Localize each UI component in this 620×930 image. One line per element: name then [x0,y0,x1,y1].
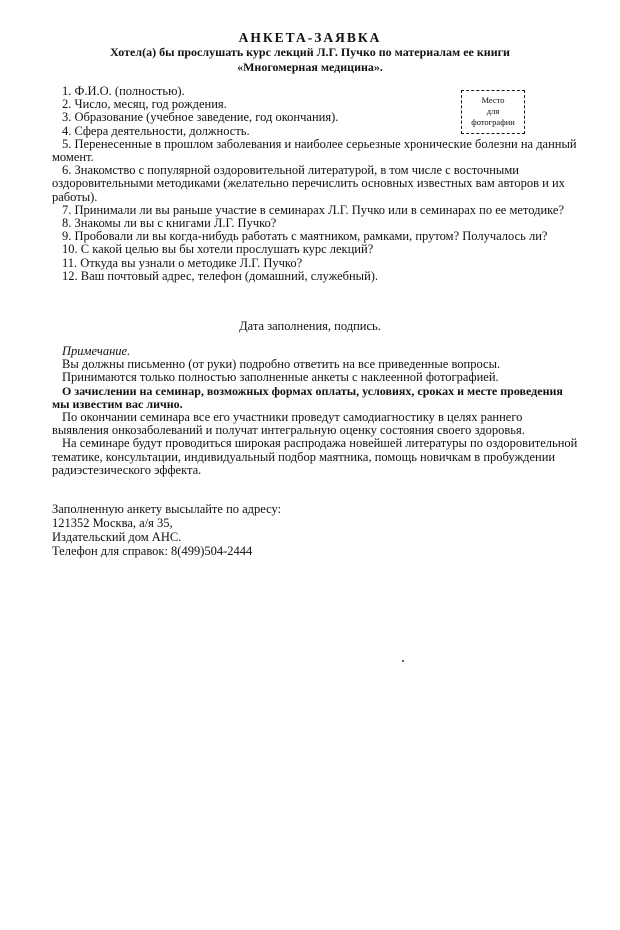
question-item: 4. Сфера деятельности, должность. [62,123,250,138]
question-item: 11. Откуда вы узнали о методике Л.Г. Пучко? [62,255,303,270]
form-title: АНКЕТА-ЗАЯВКА [238,30,382,45]
question-item: 7. Принимали ли вы раньше участие в семинарах Л.Г. Пучко или в семинарах по ее методике? [62,202,565,217]
photo-box-line-2: для [486,106,500,116]
question-item: 8. Знакомы ли вы с книгами Л.Г. Пучко? [62,216,277,231]
address-line: Издательский дом АНС. [52,530,182,544]
date-signature-line: Дата заполнения, подпись. [239,319,381,333]
questions-list [52,85,580,283]
question-item: 6. Знакомство с популярной оздоровительной литературой, в том числе с восточными оздоровительными методиками (желательно перечислить основных известных вам авторов и их работы). [52,163,565,204]
note-paragraph: Вы должны письменно (от руки) подробно ответить на все приведенные вопросы. [62,357,501,372]
note-paragraph: По окончании семинара все его участники проведут самодиагностику в целях раннего выявления онкозаболеваний и получат интегральную оценку состояния своего здоровья. [52,410,525,438]
question-item: 9. Пробовали ли вы когда-нибудь работать с маятником, рамками, прутом? Получалось ли? [62,229,548,244]
note-paragraph: На семинаре будут проводиться широкая распродажа новейшей литературы по оздоровительной тематике, консультации, индивидуальный подбор маятника, помощь новичкам в пробуждении радиэстезического эффекта. [52,436,578,477]
stray-dot [402,660,404,662]
photo-box-line-3: фотографии [471,117,515,127]
question-item: 3. Образование (учебное заведение, год окончания). [62,110,339,125]
phone-line: Телефон для справок: 8(499)504-2444 [52,544,253,558]
subtitle-line-2: «Многомерная медицина». [237,60,383,74]
note-heading: Примечание. [62,344,131,358]
form-subtitle [0,45,620,75]
question-item: 1. Ф.И.О. (полностью). [62,84,185,98]
photo-box-line-1: Место [481,95,505,105]
address-line: 121352 Москва, а/я 35, [52,516,173,530]
question-item: 5. Перенесенные в прошлом заболевания и наиболее серьезные хронические болезни на данный момент. [52,136,577,165]
subtitle-line-1: Хотел(а) бы прослушать курс лекций Л.Г. Пучко по материалам ее книги [110,45,510,59]
note-paragraph-bold: О зачислении на семинар, возможных формах оплаты, условиях, сроках и месте проведения мы известим вас лично. [52,383,563,411]
note-paragraph: Принимаются только полностью заполненные анкеты с наклеенной фотографией. [62,370,499,385]
note-section [52,345,580,477]
question-item: 10. С какой целью вы бы хотели прослушать курс лекций? [62,242,374,257]
question-item: 12. Ваш почтовый адрес, телефон (домашний, служебный). [62,268,379,283]
mailing-address [52,502,452,558]
question-item: 2. Число, месяц, год рождения. [62,97,227,112]
address-line: Заполненную анкету высылайте по адресу: [52,502,282,516]
